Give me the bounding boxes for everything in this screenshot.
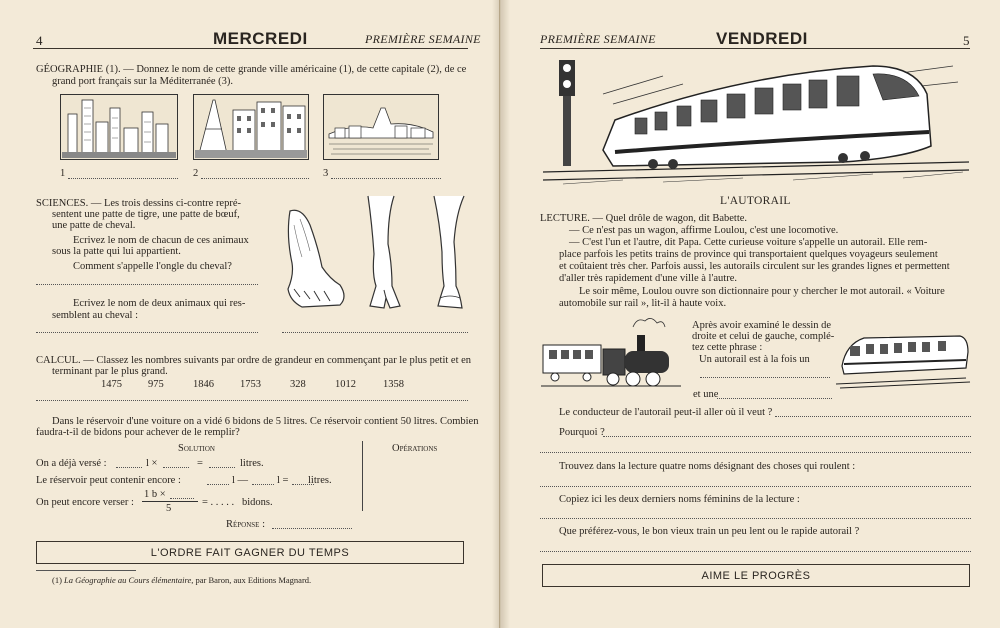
question-conductor: Le conducteur de l'autorail peut-il aller où il veut ?: [559, 407, 773, 418]
sciences-line4: Ecrivez le nom de chacun de ces animaux: [73, 235, 249, 246]
reading-line-8: automobile sur rail », lit-il à haute voix.: [559, 298, 727, 309]
calcul-line2: terminant par le plus grand.: [52, 366, 168, 377]
sciences-line3: une patte de cheval.: [52, 220, 136, 231]
row2-blank-a[interactable]: [207, 484, 229, 485]
after-line-5: et une: [693, 389, 719, 400]
geography-answer-line-1[interactable]: [68, 178, 178, 179]
why-answer-line-2[interactable]: [540, 452, 971, 453]
row3-denominator: 5: [166, 503, 172, 514]
reading-line-4: place parfois les petits trains de province qui transportaient quelques voyageurs seulement: [559, 249, 938, 260]
number-6: 1012: [335, 379, 356, 390]
geography-label-3: 3: [323, 168, 329, 179]
new-york-skyline-image: [60, 94, 178, 160]
row1-blank-b[interactable]: [163, 467, 189, 468]
row1-blank-a[interactable]: [116, 467, 142, 468]
after-line-2: droite et celui de gauche, complé-: [692, 331, 835, 342]
sentence-blank-2[interactable]: [717, 398, 832, 399]
operations-divider: [362, 441, 363, 511]
autorail-illustration: [543, 54, 969, 188]
marseille-port-image: [323, 94, 439, 160]
conductor-answer-line[interactable]: [775, 416, 971, 417]
geography-label-2: 2: [193, 168, 199, 179]
question-preference: Que préférez-vous, le bon vieux train un peu lent ou le rapide autorail ?: [559, 526, 860, 537]
after-line-4: Un autorail est à la fois un: [699, 354, 810, 365]
geography-answer-line-2[interactable]: [201, 178, 309, 179]
sciences-line5: sous la patte qui lui appartient.: [52, 246, 181, 257]
footnote: [52, 575, 311, 585]
row3-blank[interactable]: [170, 498, 194, 499]
why-answer-line[interactable]: [603, 436, 971, 437]
leg-names-answer-line[interactable]: [282, 332, 468, 333]
reading-line-5: et coûtaient très cher. Parfois aussi, les autorails circulent sur les grandes lignes et permettent: [559, 261, 950, 272]
problem-line1: Dans le réservoir d'une voiture on a vidé 6 bidons de 5 litres. Ce réservoir contient 50 litres. Combien: [52, 416, 479, 427]
number-7: 1358: [383, 379, 404, 390]
problem-line2: faudra-t-il de bidons pour achever de le remplir?: [36, 427, 240, 438]
page-number-right: 5: [963, 33, 970, 48]
paris-street-image: [193, 94, 309, 160]
question-feminine-nouns: Copiez ici les deux derniers noms féminins de la lecture :: [559, 494, 800, 505]
row1-blank-c[interactable]: [209, 467, 235, 468]
row1-label: On a déjà versé :: [36, 458, 107, 469]
rolling-nouns-answer-line[interactable]: [540, 486, 971, 487]
calcul-line1: CALCUL. — Classez les nombres suivants par ordre de grandeur en commençant par le plus petit et en: [36, 355, 472, 366]
row2-equals: l =: [277, 475, 289, 486]
feminine-nouns-answer-line[interactable]: [540, 518, 971, 519]
reading-title: L'AUTORAIL: [720, 195, 791, 207]
tiger-paw-image: [282, 205, 352, 310]
sciences-line6: Comment s'appelle l'ongle du cheval?: [73, 261, 232, 272]
operations-heading: Opérations: [392, 443, 438, 454]
week-label-right: PREMIÈRE SEMAINE: [540, 32, 656, 46]
geography-question-line2: grand port français sur la Méditerranée (3).: [52, 76, 234, 87]
right-page: [501, 0, 1000, 628]
reading-line-2: — Ce n'est pas un wagon, affirme Loulou, c'est une locomotive.: [569, 225, 839, 236]
reading-line-6: d'aller très rapidement d'une ville à l'autre.: [559, 273, 737, 284]
footnote-rule: [36, 570, 136, 571]
solution-heading: Solution: [178, 443, 215, 454]
reading-line-7: Le soir même, Loulou ouvre son dictionnaire pour y chercher le mot autorail. « Voiture: [579, 286, 945, 297]
geography-label-1: 1: [60, 168, 66, 179]
sentence-blank-1[interactable]: [700, 377, 830, 378]
question-why: Pourquoi ?: [559, 427, 605, 438]
number-5: 328: [290, 379, 306, 390]
after-line-1: Après avoir examiné le dessin de: [692, 320, 832, 331]
steam-train-image: [541, 315, 686, 390]
horse-leg-image: [430, 194, 470, 314]
day-heading-right: VENDREDI: [716, 29, 808, 48]
footnote-book-title: La Géographie au Cours élémentaire: [64, 575, 192, 585]
row1-equals: =: [197, 458, 203, 469]
after-line-3: tez cette phrase :: [692, 342, 763, 353]
answer-label: Réponse :: [226, 519, 265, 530]
ox-leg-image: [362, 194, 402, 314]
row2-minus: l —: [232, 475, 249, 486]
reading-line-1: LECTURE. — Quel drôle de wagon, dit Babette.: [540, 213, 748, 224]
row3-numerator: 1 b ×: [144, 489, 166, 500]
similar-animals-answer-line[interactable]: [36, 332, 258, 333]
question-rolling-nouns: Trouvez dans la lecture quatre noms désignant des choses qui roulent :: [559, 461, 856, 472]
number-3: 1846: [193, 379, 214, 390]
motto-box-right: AIME LE PROGRÈS: [542, 564, 970, 587]
header-rule-right: [540, 48, 970, 49]
sciences-line1: SCIENCES. — Les trois dessins ci-contre repré-: [36, 198, 242, 209]
day-heading-left: MERCREDI: [213, 29, 308, 48]
row1-unit: litres.: [240, 458, 264, 469]
ordering-answer-line[interactable]: [36, 400, 468, 401]
header-rule-left: [33, 48, 468, 49]
fraction-bar: [142, 501, 198, 502]
row3-label: On peut encore verser :: [36, 497, 134, 508]
geography-answer-line-3[interactable]: [331, 178, 441, 179]
preference-answer-line[interactable]: [540, 551, 971, 552]
book-gutter: [492, 0, 510, 628]
answer-line[interactable]: [272, 528, 352, 529]
number-2: 975: [148, 379, 164, 390]
sciences-line2: sentent une patte de tigre, une patte de bœuf,: [52, 209, 240, 220]
sciences-line7: Ecrivez le nom de deux animaux qui res-: [73, 298, 246, 309]
row3-equals: = . . . . .: [202, 497, 235, 508]
footnote-marker: (1): [52, 575, 65, 585]
hoof-answer-line[interactable]: [36, 284, 258, 285]
footnote-publisher: , par Baron, aux Editions Magnard.: [191, 575, 312, 585]
row2-blank-b[interactable]: [252, 484, 274, 485]
row2-label: Le réservoir peut contenir encore :: [36, 475, 181, 486]
modern-autorail-image: [836, 330, 971, 392]
row2-unit: litres.: [308, 475, 332, 486]
reading-line-3: — C'est l'un et l'autre, dit Papa. Cette curieuse voiture s'appelle un autorail. Elle rem-: [569, 237, 928, 248]
page-number-left: 4: [36, 33, 43, 48]
geography-question-line1: GÉOGRAPHIE (1). — Donnez le nom de cette grande ville américaine (1), de cette capitale (2), de ce: [36, 64, 467, 75]
motto-box-left: L'ORDRE FAIT GAGNER DU TEMPS: [36, 541, 464, 564]
number-4: 1753: [240, 379, 261, 390]
number-1: 1475: [101, 379, 122, 390]
week-label-left: PREMIÈRE SEMAINE: [365, 32, 481, 46]
row1-times: l ×: [146, 458, 158, 469]
row3-unit: bidons.: [242, 497, 273, 508]
sciences-line8: semblent au cheval :: [52, 310, 139, 321]
